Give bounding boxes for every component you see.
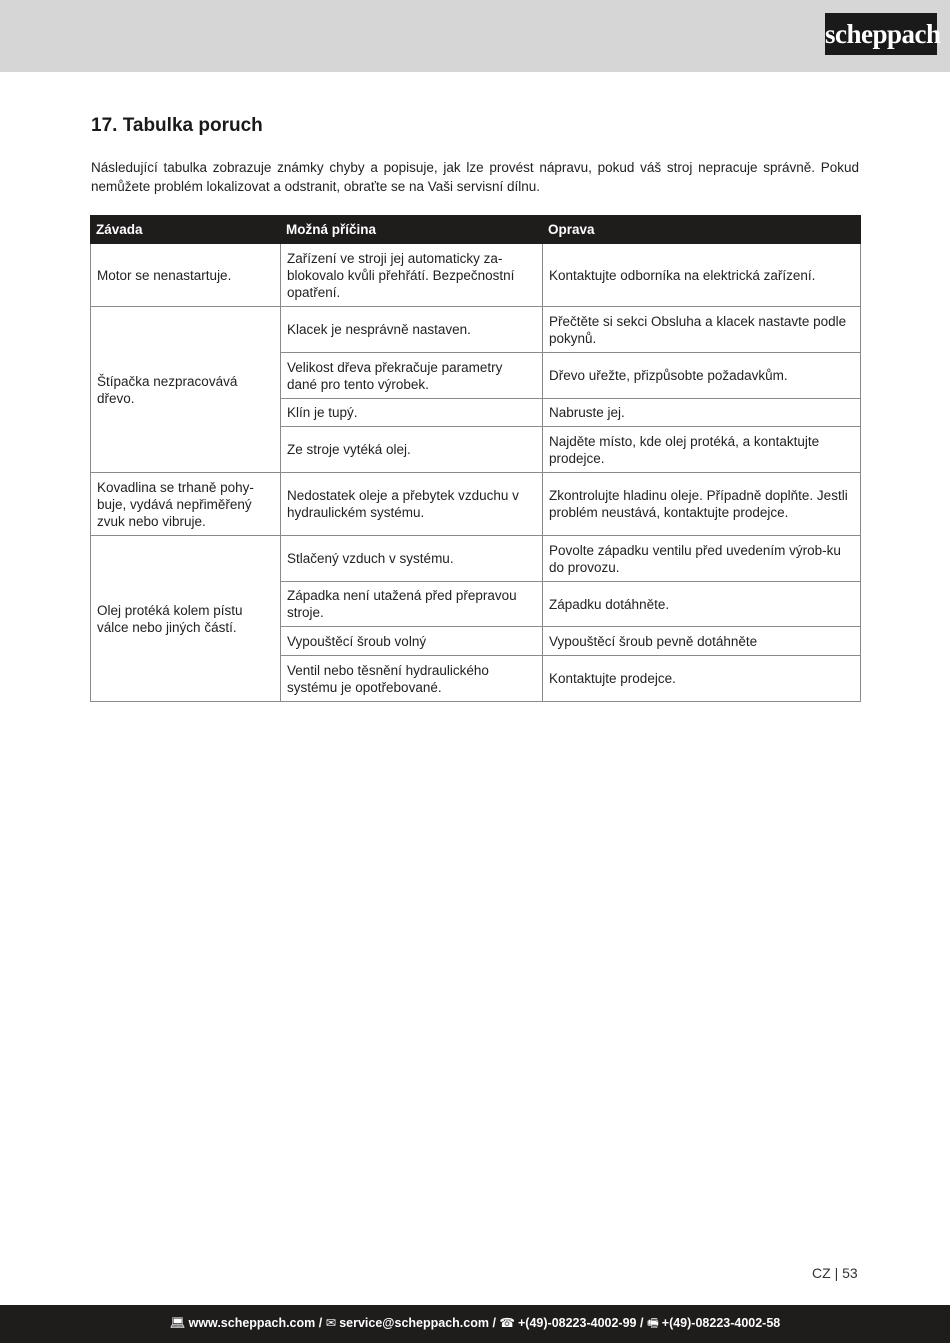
cause-cell: Klín je tupý. <box>281 399 543 427</box>
table-header-row <box>91 216 861 244</box>
intro-paragraph: Následující tabulka zobrazuje známky chyby a popisuje, jak lze provést nápravu, pokud váš stroj nepracuje správně. Pokud nemůžete problém lokalizovat a odstranit, obraťte se na Vaši servisní dílnu. <box>91 160 859 194</box>
section-title: 17. Tabulka poruch <box>91 115 263 136</box>
footer-website[interactable]: www.scheppach.com <box>188 1316 316 1330</box>
cause-cell: Zařízení ve stroji jej automaticky za-blokovalo kvůli přehřátí. Bezpečnostní opatření. <box>281 244 543 307</box>
page-number <box>812 1265 858 1281</box>
fix-cell: Nabruste jej. <box>543 399 861 427</box>
mail-icon: ✉ <box>325 1316 337 1330</box>
fault-cell: Olej protéká kolem pístu válce nebo jiných částí. <box>91 536 281 702</box>
troubleshooting-table <box>90 215 861 702</box>
cause-cell: Ventil nebo těsnění hydraulického systému je opotřebované. <box>281 656 543 702</box>
phone-icon: ☎ <box>499 1316 515 1330</box>
fix-cell: Kontaktujte odborníka na elektrická zařízení. <box>543 244 861 307</box>
cause-cell: Klacek je nesprávně nastaven. <box>281 307 543 353</box>
footer-email[interactable]: service@scheppach.com <box>339 1316 489 1330</box>
footer-phone[interactable]: +(49)-08223-4002-99 <box>518 1316 637 1330</box>
footer-separator: / <box>318 1316 323 1330</box>
header-cause: Možná příčina <box>281 216 543 244</box>
header-fix: Oprava <box>543 216 861 244</box>
fix-cell: Povolte západku ventilu před uvedením výrob-ku do provozu. <box>543 536 861 582</box>
fix-cell: Zkontrolujte hladinu oleje. Případně doplňte. Jestli problém neustává, kontaktujte prodejce. <box>543 473 861 536</box>
fault-cell: Štípačka nezpracovává dřevo. <box>91 307 281 473</box>
fault-cell: Kovadlina se trhaně pohy-buje, vydává nepřiměřený zvuk nebo vibruje. <box>91 473 281 536</box>
page-language: CZ <box>812 1265 831 1281</box>
table-row <box>91 244 861 307</box>
cause-cell: Západka není utažená před přepravou stroje. <box>281 582 543 627</box>
fix-cell: Západku dotáhněte. <box>543 582 861 627</box>
fix-cell: Kontaktujte prodejce. <box>543 656 861 702</box>
footer-fax: +(49)-08223-4002-58 <box>661 1316 781 1330</box>
fix-cell: Přečtěte si sekci Obsluha a klacek nastavte podle pokynů. <box>543 307 861 353</box>
fix-cell: Najděte místo, kde olej protéká, a kontaktujte prodejce. <box>543 427 861 473</box>
footer-separator: / <box>639 1316 644 1330</box>
cause-cell: Velikost dřeva překračuje parametry dané pro tento výrobek. <box>281 353 543 399</box>
header-band <box>0 0 950 72</box>
fix-cell: Vypouštěcí šroub pevně dotáhněte <box>543 627 861 656</box>
fault-cell: Motor se nenastartuje. <box>91 244 281 307</box>
page-number-value: 53 <box>842 1265 858 1281</box>
cause-cell: Vypouštěcí šroub volný <box>281 627 543 656</box>
table-row <box>91 536 861 582</box>
table-row <box>91 473 861 536</box>
cause-cell: Nedostatek oleje a přebytek vzduchu v hydraulickém systému. <box>281 473 543 536</box>
header-fault: Závada <box>91 216 281 244</box>
fax-icon: 🖷︎ <box>646 1316 659 1330</box>
cause-cell: Stlačený vzduch v systému. <box>281 536 543 582</box>
footer-separator: / <box>492 1316 496 1330</box>
page-separator: | <box>834 1265 839 1281</box>
footer-bar <box>0 1305 950 1343</box>
cause-cell: Ze stroje vytéká olej. <box>281 427 543 473</box>
computer-icon: 💻︎ <box>169 1316 186 1330</box>
fix-cell: Dřevo uřežte, přizpůsobte požadavkům. <box>543 353 861 399</box>
table-row <box>91 307 861 353</box>
scheppach-logo[interactable]: scheppach <box>825 13 937 55</box>
